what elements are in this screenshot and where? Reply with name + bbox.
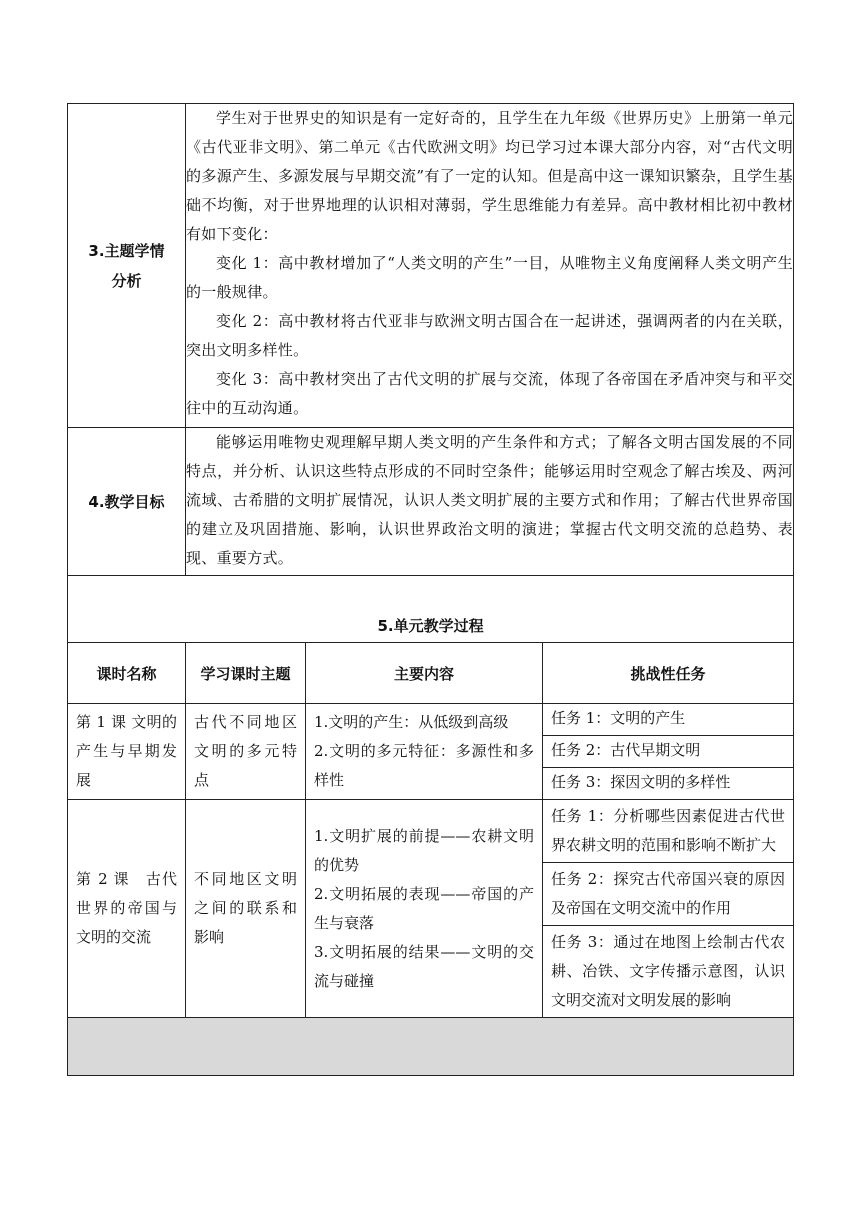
lesson1-content — [306, 704, 543, 800]
section3-label-line2: 分析 — [111, 271, 142, 290]
lesson2-name: 第 2 课 古代世界的帝国与文明的交流 — [68, 800, 186, 1018]
section3-paragraph: 学生对于世界史的知识是有一定好奇的，且学生在九年级《世界历史》上册第一单元《古代亚非文明》、第二单元《古代欧洲文明》均已学习过本课大部分内容，对“古代文明的多源产生、多源发展与早期交流”有了一定的认知。但是高中这一课知识繁杂，且学生基础不均衡，对于世界地理的认识相对薄弱，学生思维能力有差异。高中教材相比初中教材有如下变化： — [186, 109, 794, 243]
header-challenge-task: 挑战性任务 — [543, 643, 794, 704]
section3-paragraph: 变化 2：高中教材将古代亚非与欧洲文明古国合在一起讲述，强调两者的内在关联，突出文明多样性。 — [186, 312, 794, 359]
lesson1-task2: 任务 2：古代早期文明 — [543, 736, 794, 768]
header-main-content: 主要内容 — [306, 643, 543, 704]
section3-paragraph: 变化 1：高中教材增加了“人类文明的产生”一目，从唯物主义角度阐释人类文明产生的一般规律。 — [186, 254, 794, 301]
empty-gray-cell — [68, 1018, 794, 1076]
section3-content — [186, 104, 794, 428]
table-row — [68, 704, 794, 736]
section4-label: 4.教学目标 — [68, 428, 186, 576]
section3-row — [68, 104, 794, 428]
section4-row — [68, 428, 794, 576]
header-lesson-theme: 学习课时主题 — [186, 643, 306, 704]
lesson1-theme: 古代不同地区文明的多元特点 — [186, 704, 306, 800]
section4-text: 能够运用唯物史观理解早期人类文明的产生条件和方式；了解各文明古国发展的不同特点，并分析、认识这些特点形成的不同时空条件；能够运用时空观念了解古埃及、两河流域、古希腊的文明扩展情况，认识人类文明扩展的主要方式和作用；了解古代世界帝国的建立及巩固措施、影响，认识世界政治文明的演进；掌握古代文明交流的总趋势、表现、重要方式。 — [186, 433, 794, 567]
lesson2-content-item: 2.文明拓展的表现——帝国的产生与衰落 — [314, 884, 534, 932]
section3-label — [68, 104, 186, 428]
section5-title: 5.单元教学过程 — [68, 576, 794, 643]
lesson2-content-item: 1.文明扩展的前提——农耕文明的优势 — [314, 826, 534, 874]
lesson-plan-table — [67, 103, 794, 1076]
lesson1-task3: 任务 3：探因文明的多样性 — [543, 768, 794, 800]
lesson1-name: 第 1 课 文明的产生与早期发展 — [68, 704, 186, 800]
section3-paragraph: 变化 3：高中教材突出了古代文明的扩展与交流，体现了各帝国在矛盾冲突与和平交往中的互动沟通。 — [186, 370, 794, 417]
empty-gray-row — [68, 1018, 794, 1076]
lesson2-content-item: 3.文明拓展的结果——文明的交流与碰撞 — [314, 942, 534, 990]
lesson2-task2: 任务 2：探究古代帝国兴衰的原因及帝国在文明交流中的作用 — [543, 863, 794, 926]
lesson2-content — [306, 800, 543, 1018]
table-row — [68, 800, 794, 863]
table-header-row — [68, 643, 794, 704]
lesson2-task3: 任务 3：通过在地图上绘制古代农耕、冶铁、文字传播示意图，认识文明交流对文明发展的影响 — [543, 926, 794, 1018]
lesson2-theme: 不同地区文明之间的联系和影响 — [186, 800, 306, 1018]
lesson1-content-item: 2.文明的多元特征：多源性和多样性 — [314, 742, 534, 789]
header-lesson-name: 课时名称 — [68, 643, 186, 704]
section4-content — [186, 428, 794, 576]
lesson1-content-item: 1.文明的产生：从低级到高级 — [314, 713, 509, 731]
section5-title-row — [68, 576, 794, 643]
lesson1-task1: 任务 1：文明的产生 — [543, 704, 794, 736]
section3-label-line1: 3.主题学情 — [88, 241, 165, 260]
lesson2-task1: 任务 1：分析哪些因素促进古代世界农耕文明的范围和影响不断扩大 — [543, 800, 794, 863]
